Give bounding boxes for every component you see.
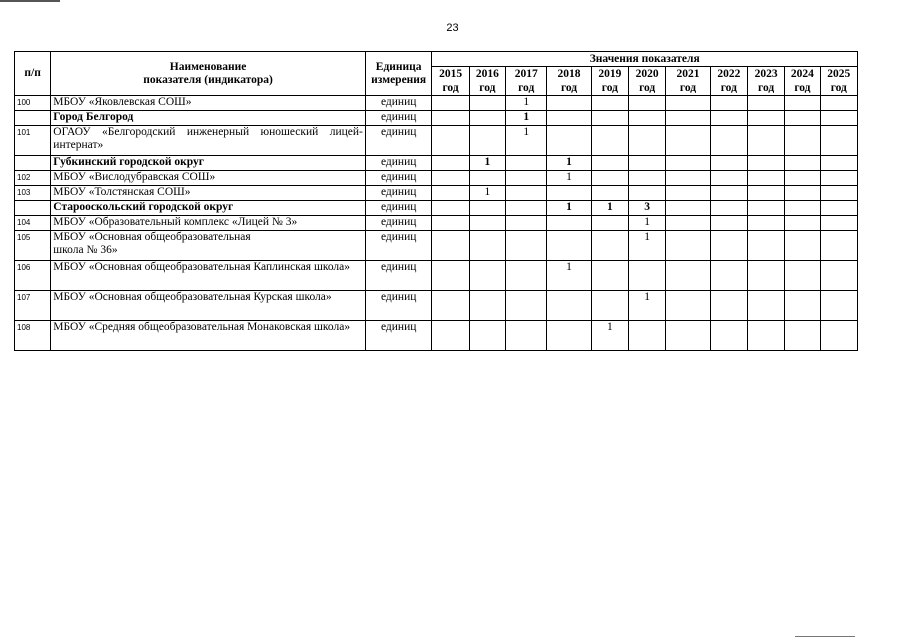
value-cell xyxy=(666,111,710,126)
value-cell xyxy=(747,111,784,126)
value-cell xyxy=(506,321,547,351)
region-row xyxy=(15,201,858,216)
value-cell xyxy=(747,126,784,156)
value-cell xyxy=(785,291,820,321)
indicator-name: МБОУ «Образовательный комплекс «Лицей № 3» xyxy=(51,216,366,231)
value-cell xyxy=(469,126,505,156)
value-cell xyxy=(432,156,469,171)
region-row xyxy=(15,156,858,171)
value-cell xyxy=(710,111,747,126)
year-number: 2016 xyxy=(475,68,499,80)
table-row xyxy=(15,171,858,186)
value-cell xyxy=(432,261,469,291)
value-cell xyxy=(432,231,469,261)
col-header-values-group: Значения показателя xyxy=(432,52,858,67)
value-cell xyxy=(469,96,505,111)
col-header-name-line2: показателя (индикатора) xyxy=(143,73,273,86)
year-unit: год xyxy=(560,82,578,94)
value-cell xyxy=(591,156,628,171)
value-cell xyxy=(629,156,666,171)
year-number: 2015 xyxy=(439,68,463,80)
table-row xyxy=(15,261,858,291)
value-cell xyxy=(547,186,591,201)
top-edge-rule xyxy=(0,0,60,2)
value-cell xyxy=(469,111,505,126)
value-cell xyxy=(591,126,628,156)
value-cell xyxy=(432,201,469,216)
col-header-year xyxy=(629,67,666,96)
value-cell: 1 xyxy=(547,261,591,291)
unit-of-measure: единиц xyxy=(365,291,432,321)
value-cell xyxy=(432,126,469,156)
value-cell xyxy=(591,186,628,201)
value-cell: 1 xyxy=(469,156,505,171)
value-cell xyxy=(629,96,666,111)
row-number: 104 xyxy=(15,216,51,231)
page-number: 23 xyxy=(446,22,459,34)
value-cell xyxy=(820,231,857,261)
value-cell xyxy=(469,171,505,186)
value-cell xyxy=(547,321,591,351)
value-cell: 1 xyxy=(547,156,591,171)
value-cell xyxy=(506,216,547,231)
value-cell xyxy=(666,156,710,171)
bottom-edge-rule xyxy=(795,636,855,637)
value-cell xyxy=(629,261,666,291)
value-cell: 1 xyxy=(547,201,591,216)
unit-of-measure: единиц xyxy=(365,171,432,186)
value-cell: 1 xyxy=(629,291,666,321)
value-cell xyxy=(547,96,591,111)
indicator-name: ОГАОУ «Белгородский инженерный юношеский лицей-интернат» xyxy=(51,126,366,156)
value-cell: 1 xyxy=(506,126,547,156)
value-cell xyxy=(432,291,469,321)
value-cell xyxy=(785,216,820,231)
value-cell xyxy=(747,96,784,111)
value-cell xyxy=(785,156,820,171)
row-number: 105 xyxy=(15,231,51,261)
value-cell xyxy=(547,231,591,261)
value-cell xyxy=(591,111,628,126)
value-cell xyxy=(469,321,505,351)
col-header-year xyxy=(547,67,591,96)
value-cell xyxy=(710,321,747,351)
indicator-name: Город Белгород xyxy=(51,111,366,126)
value-cell xyxy=(710,186,747,201)
year-number: 2019 xyxy=(598,68,622,80)
unit-of-measure: единиц xyxy=(365,126,432,156)
value-cell xyxy=(506,231,547,261)
indicator-name: МБОУ «Яковлевская СОШ» xyxy=(51,96,366,111)
value-cell xyxy=(785,261,820,291)
value-cell xyxy=(747,156,784,171)
value-cell xyxy=(432,321,469,351)
col-header-year xyxy=(747,67,784,96)
year-unit: год xyxy=(601,82,618,94)
table-row xyxy=(15,231,858,261)
value-cell xyxy=(820,291,857,321)
row-number: 102 xyxy=(15,171,51,186)
value-cell xyxy=(506,291,547,321)
year-number: 2020 xyxy=(635,68,659,80)
value-cell xyxy=(747,261,784,291)
unit-of-measure: единиц xyxy=(365,156,432,171)
year-unit: год xyxy=(830,82,847,94)
value-cell xyxy=(432,111,469,126)
value-cell xyxy=(629,126,666,156)
value-cell xyxy=(666,96,710,111)
year-number: 2017 xyxy=(514,68,538,80)
indicator-name: МБОУ «Основная общеобразовательная Курская школа» xyxy=(51,291,366,321)
year-unit: год xyxy=(679,82,697,94)
value-cell xyxy=(432,96,469,111)
col-header-num: п/п xyxy=(15,52,51,96)
year-unit: год xyxy=(479,82,496,94)
region-row xyxy=(15,111,858,126)
value-cell: 1 xyxy=(506,96,547,111)
value-cell xyxy=(629,171,666,186)
value-cell: 1 xyxy=(629,216,666,231)
value-cell xyxy=(547,291,591,321)
value-cell: 1 xyxy=(469,186,505,201)
year-unit: год xyxy=(442,82,459,94)
col-header-year xyxy=(469,67,505,96)
value-cell xyxy=(506,201,547,216)
value-cell xyxy=(432,216,469,231)
value-cell xyxy=(710,216,747,231)
value-cell xyxy=(747,186,784,201)
table-row xyxy=(15,321,858,351)
value-cell xyxy=(747,291,784,321)
value-cell xyxy=(666,171,710,186)
table-row xyxy=(15,126,858,156)
table-body xyxy=(15,96,858,351)
value-cell xyxy=(785,201,820,216)
value-cell xyxy=(820,321,857,351)
value-cell xyxy=(785,321,820,351)
table-header xyxy=(15,52,858,96)
year-number: 2018 xyxy=(557,68,581,80)
year-number: 2021 xyxy=(676,68,700,80)
value-cell xyxy=(747,231,784,261)
value-cell xyxy=(629,186,666,201)
value-cell xyxy=(710,231,747,261)
year-number: 2025 xyxy=(827,68,851,80)
value-cell: 1 xyxy=(506,111,547,126)
value-cell xyxy=(710,291,747,321)
value-cell xyxy=(785,126,820,156)
value-cell xyxy=(469,216,505,231)
col-header-year xyxy=(591,67,628,96)
value-cell xyxy=(747,321,784,351)
row-number: 108 xyxy=(15,321,51,351)
year-number: 2022 xyxy=(717,68,741,80)
value-cell xyxy=(820,261,857,291)
value-cell xyxy=(629,321,666,351)
value-cell xyxy=(820,156,857,171)
value-cell xyxy=(506,171,547,186)
value-cell xyxy=(666,261,710,291)
unit-of-measure: единиц xyxy=(365,186,432,201)
value-cell xyxy=(591,96,628,111)
unit-of-measure: единиц xyxy=(365,111,432,126)
year-number: 2023 xyxy=(754,68,778,80)
col-header-unit-line2: измерения xyxy=(371,73,427,86)
year-unit: год xyxy=(518,82,535,94)
col-header-year xyxy=(710,67,747,96)
unit-of-measure: единиц xyxy=(365,201,432,216)
value-cell: 1 xyxy=(591,321,628,351)
value-cell xyxy=(591,231,628,261)
value-cell xyxy=(506,186,547,201)
value-cell xyxy=(785,111,820,126)
value-cell: 1 xyxy=(591,201,628,216)
table-row xyxy=(15,96,858,111)
row-number: 107 xyxy=(15,291,51,321)
row-number: 103 xyxy=(15,186,51,201)
value-cell xyxy=(469,261,505,291)
value-cell xyxy=(710,126,747,156)
unit-of-measure: единиц xyxy=(365,231,432,261)
row-number xyxy=(15,111,51,126)
value-cell xyxy=(547,126,591,156)
row-number xyxy=(15,201,51,216)
value-cell xyxy=(547,111,591,126)
year-unit: год xyxy=(639,82,656,94)
indicator-name: МБОУ «Вислодубравская СОШ» xyxy=(51,171,366,186)
value-cell xyxy=(591,291,628,321)
col-header-year xyxy=(820,67,857,96)
year-number: 2024 xyxy=(790,68,814,80)
value-cell xyxy=(820,111,857,126)
value-cell xyxy=(666,231,710,261)
value-cell xyxy=(469,291,505,321)
col-header-unit xyxy=(365,52,432,96)
value-cell xyxy=(820,186,857,201)
value-cell xyxy=(469,231,505,261)
value-cell xyxy=(747,201,784,216)
value-cell xyxy=(506,156,547,171)
indicator-name: МБОУ «Средняя общеобразовательная Монаковская школа» xyxy=(51,321,366,351)
indicator-name: МБОУ «Толстянская СОШ» xyxy=(51,186,366,201)
indicators-table xyxy=(14,51,858,351)
row-number: 101 xyxy=(15,126,51,156)
value-cell xyxy=(820,96,857,111)
table-row xyxy=(15,216,858,231)
value-cell xyxy=(710,96,747,111)
value-cell xyxy=(432,171,469,186)
value-cell xyxy=(666,321,710,351)
year-unit: год xyxy=(794,82,811,94)
value-cell xyxy=(785,171,820,186)
value-cell xyxy=(591,216,628,231)
value-cell xyxy=(710,201,747,216)
value-cell xyxy=(506,261,547,291)
col-header-year xyxy=(432,67,469,96)
row-number xyxy=(15,156,51,171)
value-cell xyxy=(820,126,857,156)
value-cell xyxy=(591,261,628,291)
value-cell xyxy=(666,216,710,231)
indicator-name: Губкинский городской округ xyxy=(51,156,366,171)
indicator-name: МБОУ «Основная общеобразовательная школа № 36» xyxy=(51,231,366,261)
table-row xyxy=(15,291,858,321)
value-cell xyxy=(666,186,710,201)
col-header-year xyxy=(506,67,547,96)
value-cell xyxy=(785,96,820,111)
value-cell xyxy=(820,216,857,231)
unit-of-measure: единиц xyxy=(365,96,432,111)
value-cell: 1 xyxy=(547,171,591,186)
value-cell xyxy=(710,156,747,171)
unit-of-measure: единиц xyxy=(365,321,432,351)
col-header-year xyxy=(666,67,710,96)
row-number: 106 xyxy=(15,261,51,291)
table-row xyxy=(15,186,858,201)
value-cell xyxy=(547,216,591,231)
year-unit: год xyxy=(758,82,775,94)
col-header-name-line1: Наименование xyxy=(169,60,247,73)
year-unit: год xyxy=(720,82,737,94)
value-cell xyxy=(591,171,628,186)
unit-of-measure: единиц xyxy=(365,216,432,231)
row-number: 100 xyxy=(15,96,51,111)
value-cell xyxy=(666,291,710,321)
value-cell xyxy=(710,171,747,186)
value-cell xyxy=(666,126,710,156)
value-cell xyxy=(432,186,469,201)
col-header-year xyxy=(785,67,820,96)
value-cell xyxy=(785,186,820,201)
col-header-unit-line1: Единица xyxy=(375,60,422,73)
value-cell xyxy=(666,201,710,216)
indicator-name: МБОУ «Основная общеобразовательная Каплинская школа» xyxy=(51,261,366,291)
value-cell: 1 xyxy=(629,231,666,261)
value-cell xyxy=(747,216,784,231)
value-cell xyxy=(629,111,666,126)
col-header-name xyxy=(51,52,366,96)
value-cell: 3 xyxy=(629,201,666,216)
value-cell xyxy=(469,201,505,216)
indicator-name: Старооскольский городской округ xyxy=(51,201,366,216)
unit-of-measure: единиц xyxy=(365,261,432,291)
value-cell xyxy=(747,171,784,186)
value-cell xyxy=(710,261,747,291)
value-cell xyxy=(785,231,820,261)
value-cell xyxy=(820,201,857,216)
value-cell xyxy=(820,171,857,186)
